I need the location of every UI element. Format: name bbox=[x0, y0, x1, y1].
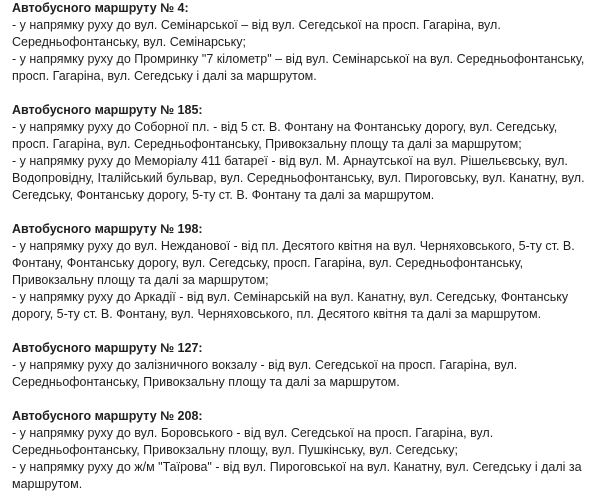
route-block-198 bbox=[12, 221, 592, 323]
route-block-4 bbox=[12, 0, 592, 85]
route-block-208 bbox=[12, 408, 592, 493]
route-title: Автобусного маршруту № 4: bbox=[12, 1, 189, 15]
route-title: Автобусного маршруту № 208: bbox=[12, 409, 203, 423]
route-block-127 bbox=[12, 340, 592, 391]
route-direction: - у напрямку руху до Меморіалу 411 батареї - від вул. М. Арнаутської на вул. Рішельєвську, вул. Водопровідну, Італійський бульвар, вул. Середньофонтанську, вул. Пироговську, вул. Канатну, вул. Сегедську, Фонтанську дорогу, 5-ту ст. В. Фонтану та далі за маршрутом. bbox=[12, 154, 585, 202]
route-direction: - у напрямку руху до Соборної пл. - від 5 ст. В. Фонтану на Фонтанську дорогу, вул. Сегедську, просп. Гагаріна, вул. Середньофонтанську, Привокзальну площу та далі за маршрутом; bbox=[12, 120, 558, 151]
route-title: Автобусного маршруту № 185: bbox=[12, 103, 203, 117]
route-block-185 bbox=[12, 102, 592, 204]
route-direction: - у напрямку руху до Аркадії - від вул. Семінарській на вул. Канатну, вул. Сегедську, Фонтанську дорогу, 5-ту ст. В. Фонтану, вул. Черняховського, пл. Десятого квітня та далі за маршрутом. bbox=[12, 290, 569, 321]
route-direction: - у напрямку руху до вул. Нежданової - від пл. Десятого квітня на вул. Черняховського, 5-ту ст. В. Фонтану, Фонтанську дорогу, вул. Сегедську, просп. Гагаріна, вул. Середньофонтанську, Привокзальну площу та далі за маршрутом; bbox=[12, 239, 575, 287]
route-direction: - у напрямку руху до Промринку "7 кілометр" – від вул. Семінарської на вул. Середньофонтанську, просп. Гагаріна, вул. Сегедську і далі за маршрутом. bbox=[12, 52, 585, 83]
route-direction: - у напрямку руху до вул. Боровського - від вул. Сегедської на просп. Гагаріна, вул. Середньофонтанську, Привокзальну площу, вул. Пушкінську, вул. Сегедську; bbox=[12, 426, 494, 457]
route-direction: - у напрямку руху до ж/м "Таїрова" - від вул. Пироговської на вул. Канатну, вул. Сегедську і далі за маршрутом. bbox=[12, 460, 582, 491]
route-direction: - у напрямку руху до залізничного вокзалу - від вул. Сегедської на просп. Гагаріна, вул. Середньофонтанську, Привокзальну площу та далі за маршрутом. bbox=[12, 358, 518, 389]
route-title: Автобусного маршруту № 127: bbox=[12, 341, 203, 355]
route-direction: - у напрямку руху до вул. Семінарської – від вул. Сегедської на просп. Гагаріна, вул. Середньофонтанську, вул. Семінарську; bbox=[12, 18, 501, 49]
route-title: Автобусного маршруту № 198: bbox=[12, 222, 203, 236]
